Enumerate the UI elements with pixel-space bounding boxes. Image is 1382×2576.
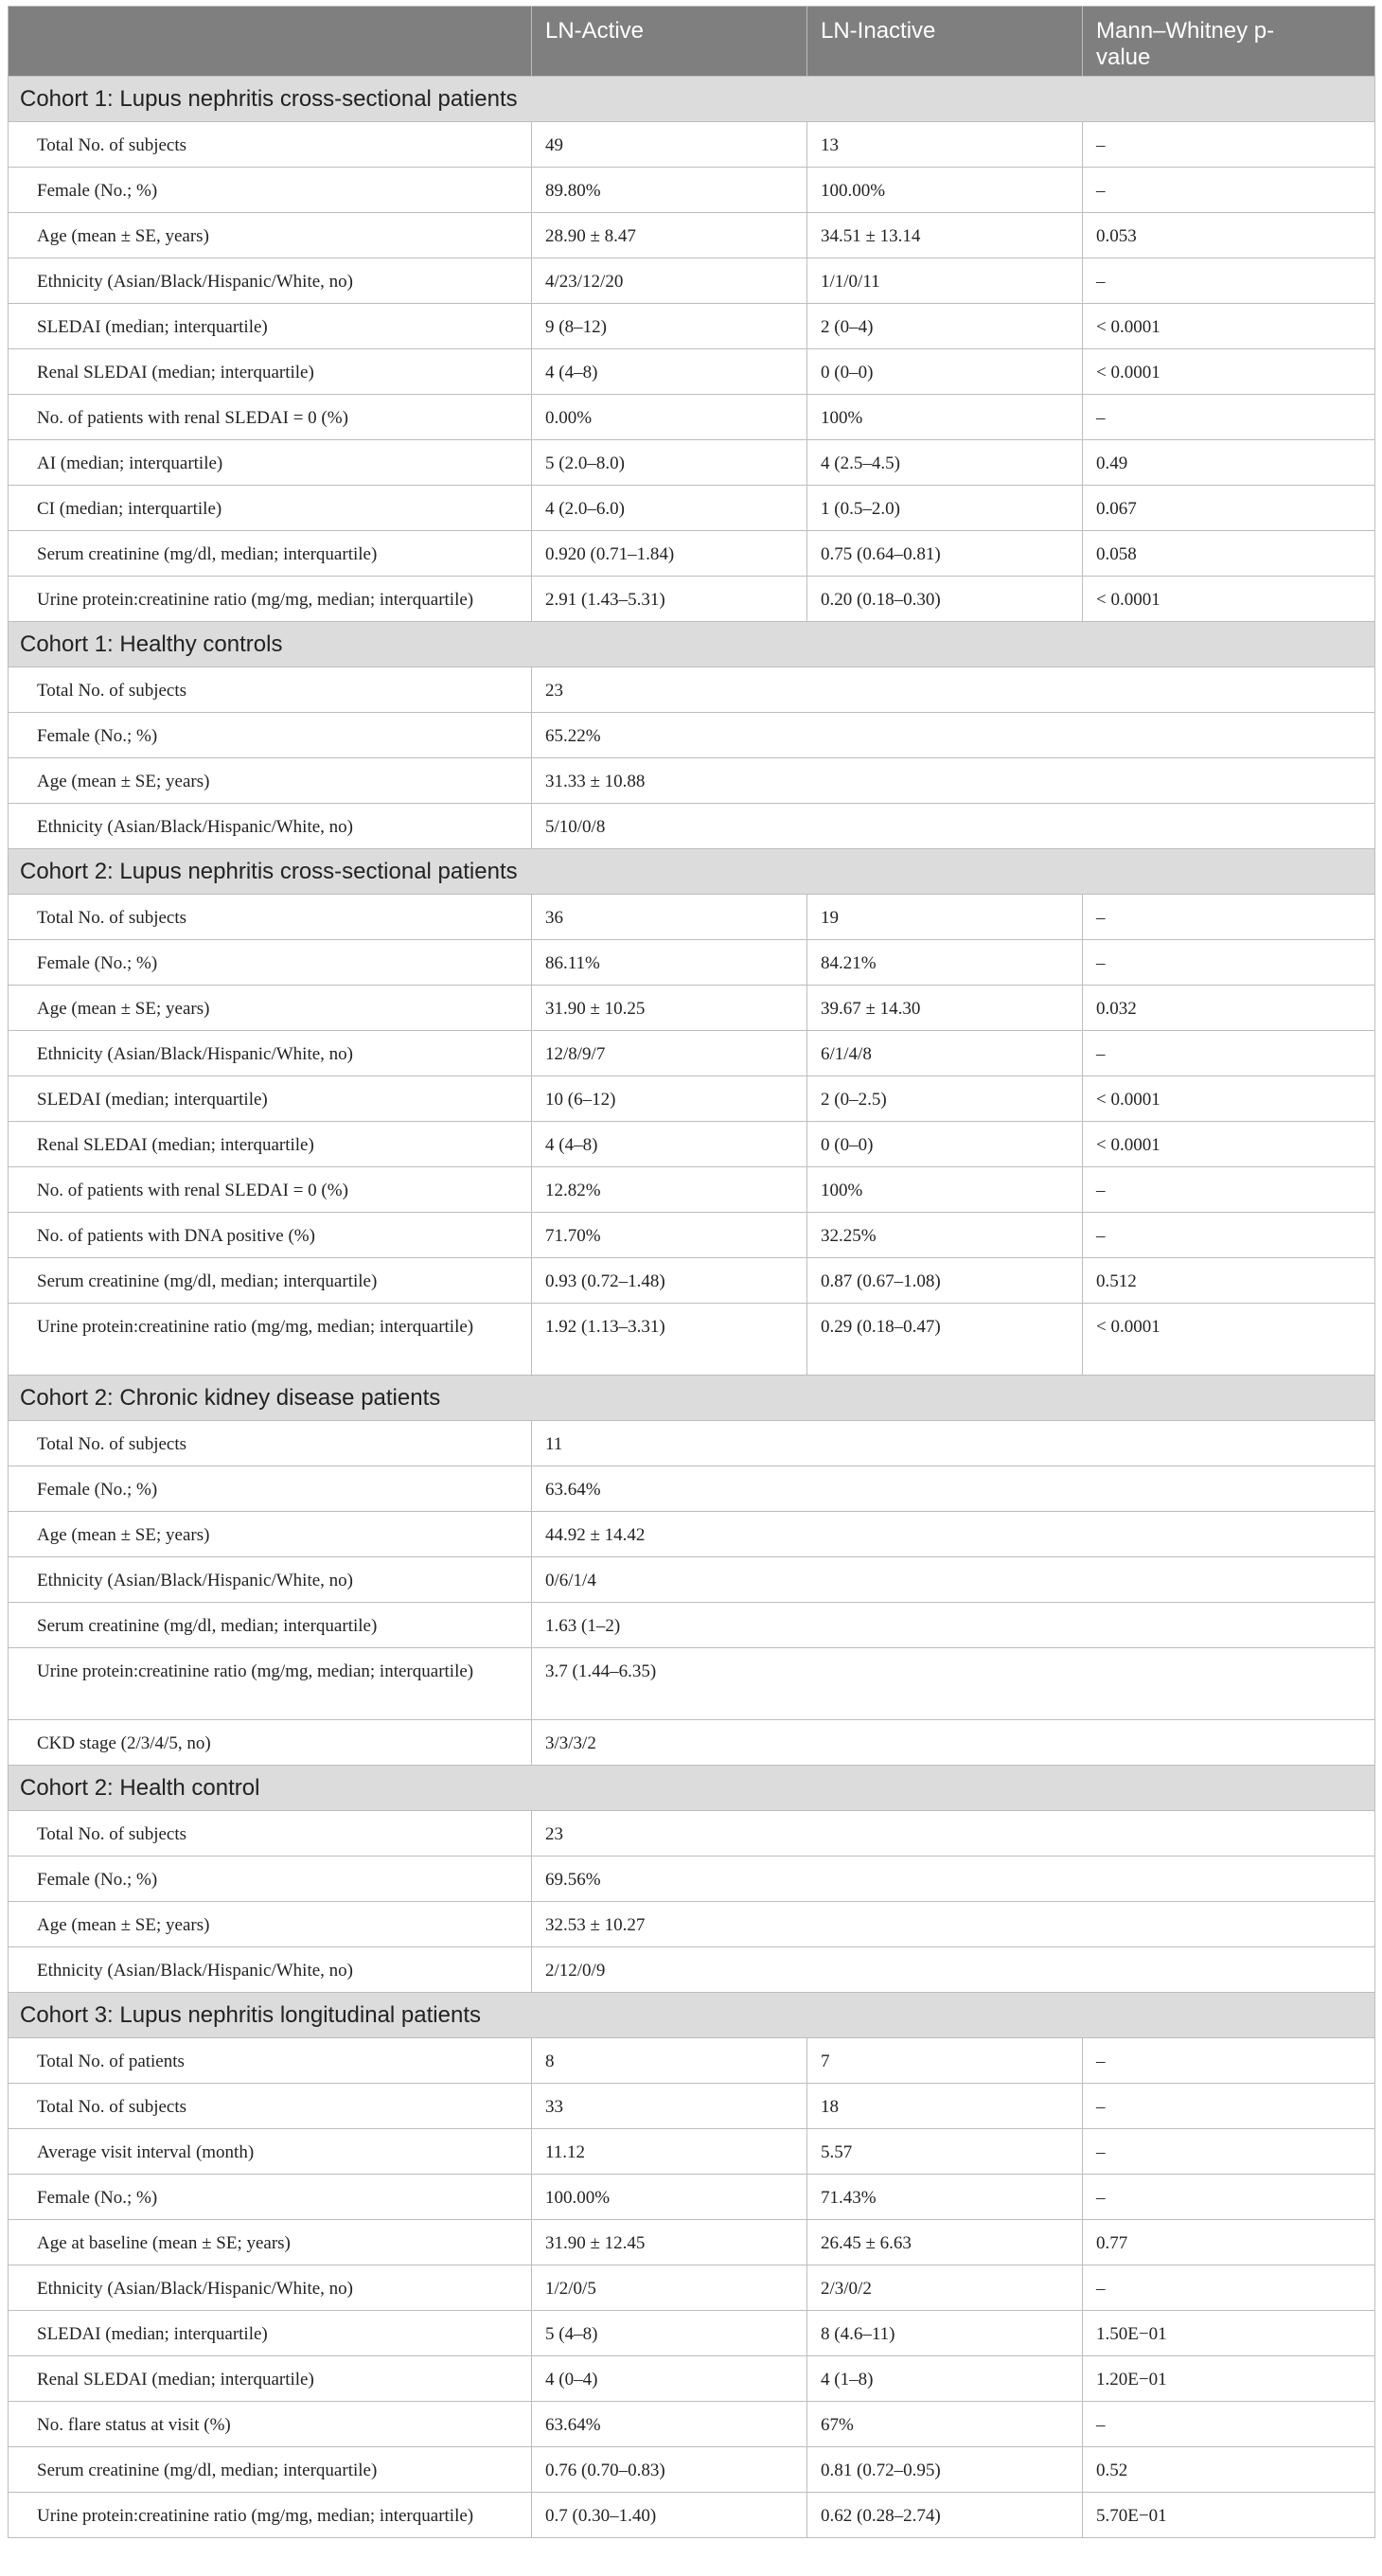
row-label: Total No. of subjects bbox=[9, 1421, 532, 1466]
table-row bbox=[9, 258, 1375, 304]
ln-active-value: 0.00% bbox=[532, 395, 807, 440]
row-label: Ethnicity (Asian/Black/Hispanic/White, no) bbox=[9, 1947, 532, 1993]
table-row bbox=[9, 2084, 1375, 2129]
p-value: 1.20E−01 bbox=[1083, 2356, 1375, 2402]
ln-inactive-value: 39.67 ± 14.30 bbox=[807, 986, 1083, 1031]
p-value: < 0.0001 bbox=[1083, 1304, 1375, 1376]
row-label: Female (No.; %) bbox=[9, 1856, 532, 1902]
p-value: 0.52 bbox=[1083, 2447, 1375, 2493]
ln-inactive-value: 67% bbox=[807, 2402, 1083, 2447]
section-header-row bbox=[9, 77, 1375, 122]
value-cell: 1.63 (1–2) bbox=[532, 1603, 1375, 1648]
p-value: – bbox=[1083, 1167, 1375, 1213]
ln-active-value: 10 (6–12) bbox=[532, 1076, 807, 1122]
ln-active-value: 4 (4–8) bbox=[532, 1122, 807, 1167]
row-label: Serum creatinine (mg/dl, median; interquartile) bbox=[9, 531, 532, 577]
ln-active-value: 4 (4–8) bbox=[532, 349, 807, 395]
section-header-row bbox=[9, 849, 1375, 895]
value-cell: 23 bbox=[532, 667, 1375, 713]
ln-inactive-value: 7 bbox=[807, 2038, 1083, 2084]
table-row bbox=[9, 758, 1375, 804]
section-header-row bbox=[9, 1993, 1375, 2038]
row-label: Renal SLEDAI (median; interquartile) bbox=[9, 1122, 532, 1167]
table-row bbox=[9, 2356, 1375, 2402]
table-row bbox=[9, 168, 1375, 213]
ln-inactive-value: 6/1/4/8 bbox=[807, 1031, 1083, 1076]
table-row bbox=[9, 986, 1375, 1031]
table-row bbox=[9, 2402, 1375, 2447]
ln-inactive-value: 2 (0–2.5) bbox=[807, 1076, 1083, 1122]
row-label: Age at baseline (mean ± SE; years) bbox=[9, 2220, 532, 2265]
p-value: < 0.0001 bbox=[1083, 349, 1375, 395]
section-header-row bbox=[9, 1376, 1375, 1421]
section-title: Cohort 2: Lupus nephritis cross-sectional patients bbox=[9, 849, 1375, 895]
ln-active-value: 5 (4–8) bbox=[532, 2311, 807, 2356]
ln-active-value: 5 (2.0–8.0) bbox=[532, 440, 807, 486]
table-row bbox=[9, 2311, 1375, 2356]
row-label: Total No. of patients bbox=[9, 2038, 532, 2084]
ln-active-value: 0.93 (0.72–1.48) bbox=[532, 1258, 807, 1304]
p-value: – bbox=[1083, 2129, 1375, 2175]
ln-inactive-value: 1 (0.5–2.0) bbox=[807, 486, 1083, 531]
section-title: Cohort 3: Lupus nephritis longitudinal patients bbox=[9, 1993, 1375, 2038]
ln-inactive-value: 32.25% bbox=[807, 1213, 1083, 1258]
row-label: Urine protein:creatinine ratio (mg/mg, median; interquartile) bbox=[9, 1648, 532, 1720]
row-label: Age (mean ± SE; years) bbox=[9, 1512, 532, 1557]
p-value: 1.50E−01 bbox=[1083, 2311, 1375, 2356]
ln-active-value: 9 (8–12) bbox=[532, 304, 807, 349]
ln-active-value: 4 (0–4) bbox=[532, 2356, 807, 2402]
table-row bbox=[9, 1258, 1375, 1304]
row-label: Age (mean ± SE, years) bbox=[9, 213, 532, 258]
row-label: Average visit interval (month) bbox=[9, 2129, 532, 2175]
section-title: Cohort 2: Chronic kidney disease patients bbox=[9, 1376, 1375, 1421]
ln-inactive-value: 1/1/0/11 bbox=[807, 258, 1083, 304]
row-label: Total No. of subjects bbox=[9, 2084, 532, 2129]
header-row bbox=[9, 7, 1375, 77]
ln-active-value: 100.00% bbox=[532, 2175, 807, 2220]
table-row bbox=[9, 1720, 1375, 1766]
p-value: < 0.0001 bbox=[1083, 1076, 1375, 1122]
row-label: Total No. of subjects bbox=[9, 122, 532, 168]
ln-active-value: 31.90 ± 10.25 bbox=[532, 986, 807, 1031]
ln-inactive-value: 2 (0–4) bbox=[807, 304, 1083, 349]
row-label: Age (mean ± SE; years) bbox=[9, 1902, 532, 1947]
ln-active-value: 71.70% bbox=[532, 1213, 807, 1258]
ln-active-value: 1.92 (1.13–3.31) bbox=[532, 1304, 807, 1376]
ln-inactive-value: 13 bbox=[807, 122, 1083, 168]
table-row bbox=[9, 1811, 1375, 1856]
value-cell: 5/10/0/8 bbox=[532, 804, 1375, 849]
ln-inactive-value: 19 bbox=[807, 895, 1083, 940]
row-label: Urine protein:creatinine ratio (mg/mg, median; interquartile) bbox=[9, 577, 532, 622]
table-row bbox=[9, 1122, 1375, 1167]
table-row bbox=[9, 1031, 1375, 1076]
ln-active-value: 4 (2.0–6.0) bbox=[532, 486, 807, 531]
ln-active-value: 31.90 ± 12.45 bbox=[532, 2220, 807, 2265]
table-row bbox=[9, 1213, 1375, 1258]
ln-inactive-value: 0.20 (0.18–0.30) bbox=[807, 577, 1083, 622]
p-value: 0.053 bbox=[1083, 213, 1375, 258]
table-row bbox=[9, 667, 1375, 713]
table-row bbox=[9, 1304, 1375, 1376]
ln-active-value: 2.91 (1.43–5.31) bbox=[532, 577, 807, 622]
p-value: 5.70E−01 bbox=[1083, 2493, 1375, 2538]
header-empty-cell bbox=[9, 7, 532, 77]
table-row bbox=[9, 440, 1375, 486]
p-value: – bbox=[1083, 940, 1375, 986]
row-label: No. flare status at visit (%) bbox=[9, 2402, 532, 2447]
section-title: Cohort 1: Lupus nephritis cross-sectional patients bbox=[9, 77, 1375, 122]
ln-inactive-value: 26.45 ± 6.63 bbox=[807, 2220, 1083, 2265]
ln-inactive-value: 2/3/0/2 bbox=[807, 2265, 1083, 2311]
table-row bbox=[9, 1557, 1375, 1603]
p-value: – bbox=[1083, 2265, 1375, 2311]
row-label: Renal SLEDAI (median; interquartile) bbox=[9, 349, 532, 395]
ln-active-value: 12.82% bbox=[532, 1167, 807, 1213]
row-label: Serum creatinine (mg/dl, median; interquartile) bbox=[9, 2447, 532, 2493]
row-label: Ethnicity (Asian/Black/Hispanic/White, no) bbox=[9, 1031, 532, 1076]
p-value: – bbox=[1083, 395, 1375, 440]
table-row bbox=[9, 1947, 1375, 1993]
row-label: Serum creatinine (mg/dl, median; interquartile) bbox=[9, 1603, 532, 1648]
value-cell: 0/6/1/4 bbox=[532, 1557, 1375, 1603]
row-label: Ethnicity (Asian/Black/Hispanic/White, no) bbox=[9, 258, 532, 304]
p-value: 0.49 bbox=[1083, 440, 1375, 486]
ln-active-value: 12/8/9/7 bbox=[532, 1031, 807, 1076]
table-row bbox=[9, 2447, 1375, 2493]
table-row bbox=[9, 2175, 1375, 2220]
table-row bbox=[9, 1902, 1375, 1947]
row-label: No. of patients with renal SLEDAI = 0 (%) bbox=[9, 395, 532, 440]
row-label: Female (No.; %) bbox=[9, 2175, 532, 2220]
row-label: SLEDAI (median; interquartile) bbox=[9, 304, 532, 349]
ln-active-value: 89.80% bbox=[532, 168, 807, 213]
ln-inactive-value: 4 (2.5–4.5) bbox=[807, 440, 1083, 486]
value-cell: 3/3/3/2 bbox=[532, 1720, 1375, 1766]
table-row bbox=[9, 486, 1375, 531]
p-value: – bbox=[1083, 1031, 1375, 1076]
table-row bbox=[9, 2493, 1375, 2538]
p-value: – bbox=[1083, 2084, 1375, 2129]
ln-active-value: 11.12 bbox=[532, 2129, 807, 2175]
row-label: Urine protein:creatinine ratio (mg/mg, median; interquartile) bbox=[9, 2493, 532, 2538]
section-header-row bbox=[9, 622, 1375, 667]
row-label: Serum creatinine (mg/dl, median; interquartile) bbox=[9, 1258, 532, 1304]
p-value: – bbox=[1083, 2175, 1375, 2220]
p-value: – bbox=[1083, 1213, 1375, 1258]
p-value: 0.058 bbox=[1083, 531, 1375, 577]
table-row bbox=[9, 1603, 1375, 1648]
ln-inactive-value: 0 (0–0) bbox=[807, 1122, 1083, 1167]
p-value: < 0.0001 bbox=[1083, 1122, 1375, 1167]
value-cell: 2/12/0/9 bbox=[532, 1947, 1375, 1993]
row-label: Urine protein:creatinine ratio (mg/mg, median; interquartile) bbox=[9, 1304, 532, 1376]
ln-inactive-value: 0.87 (0.67–1.08) bbox=[807, 1258, 1083, 1304]
ln-active-value: 49 bbox=[532, 122, 807, 168]
ln-inactive-value: 0.75 (0.64–0.81) bbox=[807, 531, 1083, 577]
ln-inactive-value: 0.81 (0.72–0.95) bbox=[807, 2447, 1083, 2493]
ln-inactive-value: 84.21% bbox=[807, 940, 1083, 986]
table-row bbox=[9, 804, 1375, 849]
ln-active-value: 0.7 (0.30–1.40) bbox=[532, 2493, 807, 2538]
p-value: 0.77 bbox=[1083, 2220, 1375, 2265]
ln-active-value: 0.76 (0.70–0.83) bbox=[532, 2447, 807, 2493]
row-label: SLEDAI (median; interquartile) bbox=[9, 2311, 532, 2356]
row-label: Female (No.; %) bbox=[9, 713, 532, 758]
table-row bbox=[9, 1466, 1375, 1512]
table-row bbox=[9, 1512, 1375, 1557]
table-row bbox=[9, 304, 1375, 349]
row-label: Renal SLEDAI (median; interquartile) bbox=[9, 2356, 532, 2402]
value-cell: 31.33 ± 10.88 bbox=[532, 758, 1375, 804]
row-label: AI (median; interquartile) bbox=[9, 440, 532, 486]
value-cell: 65.22% bbox=[532, 713, 1375, 758]
value-cell: 3.7 (1.44–6.35) bbox=[532, 1648, 1375, 1720]
row-label: CKD stage (2/3/4/5, no) bbox=[9, 1720, 532, 1766]
row-label: Total No. of subjects bbox=[9, 895, 532, 940]
ln-inactive-value: 100% bbox=[807, 1167, 1083, 1213]
table-header bbox=[9, 7, 1375, 77]
ln-inactive-value: 71.43% bbox=[807, 2175, 1083, 2220]
cohort-characteristics-table bbox=[8, 6, 1375, 2538]
ln-active-value: 36 bbox=[532, 895, 807, 940]
p-value: – bbox=[1083, 122, 1375, 168]
ln-active-value: 63.64% bbox=[532, 2402, 807, 2447]
row-label: Female (No.; %) bbox=[9, 940, 532, 986]
ln-inactive-value: 4 (1–8) bbox=[807, 2356, 1083, 2402]
ln-active-value: 28.90 ± 8.47 bbox=[532, 213, 807, 258]
table-body bbox=[9, 77, 1375, 2538]
ln-inactive-value: 34.51 ± 13.14 bbox=[807, 213, 1083, 258]
ln-active-value: 4/23/12/20 bbox=[532, 258, 807, 304]
p-value: 0.032 bbox=[1083, 986, 1375, 1031]
table-row bbox=[9, 395, 1375, 440]
table-row bbox=[9, 1856, 1375, 1902]
value-cell: 69.56% bbox=[532, 1856, 1375, 1902]
table-row bbox=[9, 2265, 1375, 2311]
row-label: No. of patients with DNA positive (%) bbox=[9, 1213, 532, 1258]
table-row bbox=[9, 940, 1375, 986]
ln-inactive-value: 18 bbox=[807, 2084, 1083, 2129]
header-ln-inactive: LN-Inactive bbox=[807, 7, 1083, 77]
row-label: SLEDAI (median; interquartile) bbox=[9, 1076, 532, 1122]
row-label: CI (median; interquartile) bbox=[9, 486, 532, 531]
ln-active-value: 1/2/0/5 bbox=[532, 2265, 807, 2311]
ln-active-value: 8 bbox=[532, 2038, 807, 2084]
table-row bbox=[9, 1421, 1375, 1466]
row-label: Female (No.; %) bbox=[9, 1466, 532, 1512]
ln-inactive-value: 0.62 (0.28–2.74) bbox=[807, 2493, 1083, 2538]
row-label: Ethnicity (Asian/Black/Hispanic/White, no) bbox=[9, 2265, 532, 2311]
table-row bbox=[9, 1167, 1375, 1213]
row-label: No. of patients with renal SLEDAI = 0 (%) bbox=[9, 1167, 532, 1213]
p-value: – bbox=[1083, 895, 1375, 940]
row-label: Female (No.; %) bbox=[9, 168, 532, 213]
row-label: Total No. of subjects bbox=[9, 667, 532, 713]
ln-inactive-value: 100% bbox=[807, 395, 1083, 440]
p-value: 0.512 bbox=[1083, 1258, 1375, 1304]
p-value: – bbox=[1083, 168, 1375, 213]
table-row bbox=[9, 2038, 1375, 2084]
table-row bbox=[9, 531, 1375, 577]
header-ln-active: LN-Active bbox=[532, 7, 807, 77]
header-p-value: Mann–Whitney p-value bbox=[1083, 7, 1375, 77]
row-label: Ethnicity (Asian/Black/Hispanic/White, no) bbox=[9, 1557, 532, 1603]
value-cell: 11 bbox=[532, 1421, 1375, 1466]
p-value: < 0.0001 bbox=[1083, 577, 1375, 622]
ln-inactive-value: 100.00% bbox=[807, 168, 1083, 213]
row-label: Total No. of subjects bbox=[9, 1811, 532, 1856]
section-title: Cohort 1: Healthy controls bbox=[9, 622, 1375, 667]
section-title: Cohort 2: Health control bbox=[9, 1766, 1375, 1811]
p-value: 0.067 bbox=[1083, 486, 1375, 531]
value-cell: 23 bbox=[532, 1811, 1375, 1856]
table-row bbox=[9, 2220, 1375, 2265]
ln-inactive-value: 0 (0–0) bbox=[807, 349, 1083, 395]
value-cell: 32.53 ± 10.27 bbox=[532, 1902, 1375, 1947]
value-cell: 63.64% bbox=[532, 1466, 1375, 1512]
p-value: – bbox=[1083, 2038, 1375, 2084]
table-row bbox=[9, 895, 1375, 940]
table-row bbox=[9, 1076, 1375, 1122]
p-value: – bbox=[1083, 2402, 1375, 2447]
row-label: Age (mean ± SE; years) bbox=[9, 986, 532, 1031]
table-row bbox=[9, 2129, 1375, 2175]
ln-active-value: 0.920 (0.71–1.84) bbox=[532, 531, 807, 577]
section-header-row bbox=[9, 1766, 1375, 1811]
table-row bbox=[9, 213, 1375, 258]
ln-active-value: 86.11% bbox=[532, 940, 807, 986]
ln-inactive-value: 0.29 (0.18–0.47) bbox=[807, 1304, 1083, 1376]
p-value: – bbox=[1083, 258, 1375, 304]
table-row bbox=[9, 577, 1375, 622]
ln-inactive-value: 8 (4.6–11) bbox=[807, 2311, 1083, 2356]
value-cell: 44.92 ± 14.42 bbox=[532, 1512, 1375, 1557]
table-row bbox=[9, 122, 1375, 168]
table-row bbox=[9, 349, 1375, 395]
p-value: < 0.0001 bbox=[1083, 304, 1375, 349]
table-row bbox=[9, 713, 1375, 758]
row-label: Age (mean ± SE; years) bbox=[9, 758, 532, 804]
ln-active-value: 33 bbox=[532, 2084, 807, 2129]
ln-inactive-value: 5.57 bbox=[807, 2129, 1083, 2175]
table-row bbox=[9, 1648, 1375, 1720]
row-label: Ethnicity (Asian/Black/Hispanic/White, no) bbox=[9, 804, 532, 849]
